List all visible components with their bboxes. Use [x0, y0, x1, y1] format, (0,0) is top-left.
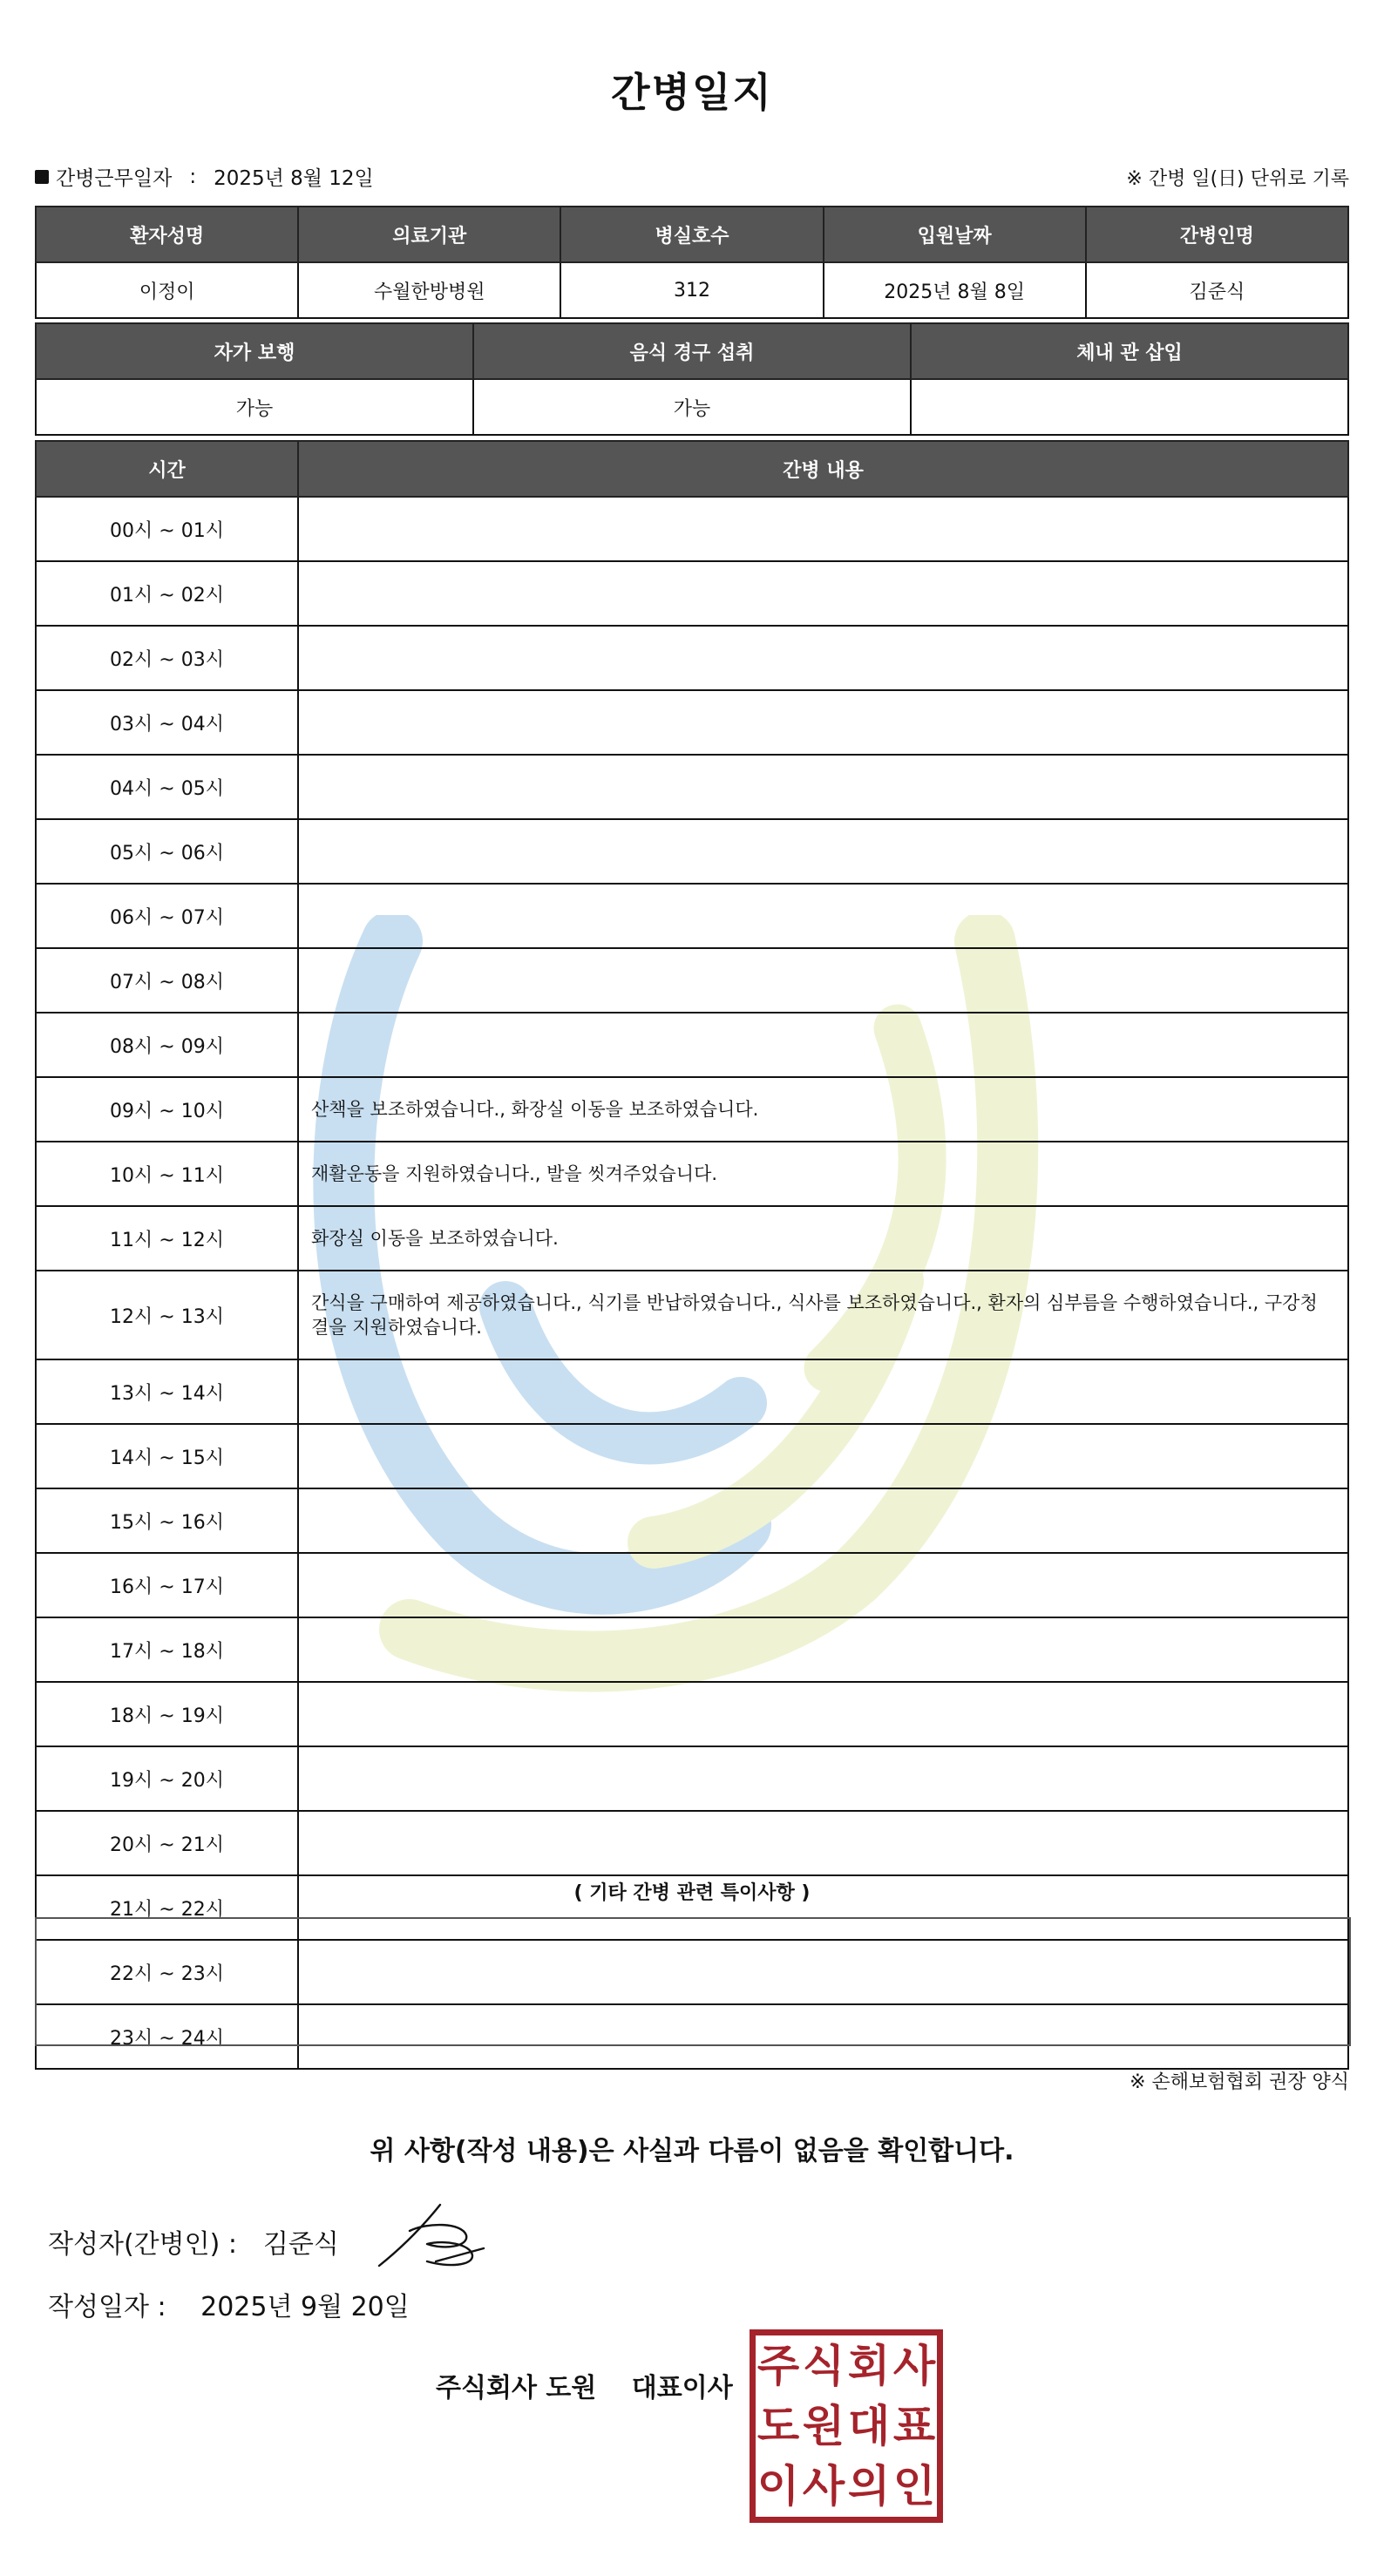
header-time: 시간: [36, 441, 298, 497]
log-row: [36, 626, 1348, 690]
seal-char: 도: [756, 2399, 800, 2451]
log-time: 00시 ~ 01시: [36, 497, 298, 561]
header-patient-name: 환자성명: [36, 207, 298, 262]
work-date-value: 2025년 8월 12일: [214, 167, 374, 190]
header-room-number: 병실호수: [560, 207, 823, 262]
log-content: [298, 1488, 1348, 1553]
log-row: [36, 755, 1348, 819]
log-content: [298, 1811, 1348, 1875]
log-row: [36, 1077, 1348, 1142]
log-content: [298, 819, 1348, 884]
log-row: [36, 1746, 1348, 1811]
log-header-row: [36, 441, 1348, 497]
hospital-name: 수월한방병원: [298, 262, 560, 318]
log-time: 13시 ~ 14시: [36, 1359, 298, 1424]
bullet-square-icon: [35, 170, 49, 184]
writer-label: 작성자(간병인) :: [48, 2229, 237, 2260]
log-content: [298, 1553, 1348, 1617]
write-date-line: [48, 2285, 410, 2323]
signature-icon: [375, 2196, 488, 2274]
patient-info-header-row: [36, 207, 1348, 262]
patient-name: 이정이: [36, 262, 298, 318]
work-date-label: 간병근무일자: [56, 167, 173, 190]
log-content: 재활운동을 지원하였습니다., 발을 씻겨주었습니다.: [298, 1142, 1348, 1206]
seal-char: 이: [756, 2460, 800, 2512]
log-content: 간식을 구매하여 제공하였습니다., 식기를 반납하였습니다., 식사를 보조하였습니다., 환자의 심부름을 수행하였습니다., 구강청결을 지원하였습니다.: [298, 1271, 1348, 1359]
log-time: 07시 ~ 08시: [36, 948, 298, 1013]
log-time: 21시 ~ 22시: [36, 1875, 298, 1940]
seal-char: 인: [892, 2460, 936, 2512]
work-date-separator: :: [189, 165, 197, 188]
header-self-walking: 자가 보행: [36, 323, 473, 379]
log-content: [298, 884, 1348, 948]
patient-status-value-row: [36, 379, 1348, 435]
log-time: 03시 ~ 04시: [36, 690, 298, 755]
log-time: 01시 ~ 02시: [36, 561, 298, 626]
log-row: [36, 1811, 1348, 1875]
log-time: 18시 ~ 19시: [36, 1682, 298, 1746]
log-content: [298, 1746, 1348, 1811]
seal-char: 원: [802, 2399, 845, 2451]
self-walking-value: 가능: [36, 379, 473, 435]
log-content: [298, 1424, 1348, 1488]
patient-status-header-row: [36, 323, 1348, 379]
log-time: 09시 ~ 10시: [36, 1077, 298, 1142]
header-admission-date: 입원날짜: [824, 207, 1086, 262]
log-content: [298, 1617, 1348, 1682]
log-content: 화장실 이동을 보조하였습니다.: [298, 1206, 1348, 1271]
log-row: [36, 1271, 1348, 1359]
log-row: [36, 1682, 1348, 1746]
writer-line: [48, 2222, 339, 2261]
log-row: [36, 819, 1348, 884]
log-row: [36, 1488, 1348, 1553]
recommended-form-note: ※ 손해보험협회 권장 양식: [1130, 2071, 1349, 2093]
log-time: 23시 ~ 24시: [36, 2004, 298, 2069]
log-row: [36, 497, 1348, 561]
special-notes-title: ( 기타 간병 관련 특이사항 ): [573, 1882, 811, 1904]
company-seal-stamp: [750, 2329, 943, 2523]
header-care-content: 간병 내용: [298, 441, 1348, 497]
seal-char: 사: [892, 2339, 936, 2391]
hourly-care-log-table: [35, 440, 1349, 2070]
writer-name: 김준식: [262, 2229, 339, 2260]
log-content: [298, 1359, 1348, 1424]
log-content: [298, 1013, 1348, 1077]
log-time: 08시 ~ 09시: [36, 1013, 298, 1077]
log-content: [298, 690, 1348, 755]
log-time: 05시 ~ 06시: [36, 819, 298, 884]
log-row: [36, 690, 1348, 755]
header-hospital: 의료기관: [298, 207, 560, 262]
seal-char: 표: [892, 2399, 936, 2451]
log-time: 10시 ~ 11시: [36, 1142, 298, 1206]
log-row: [36, 948, 1348, 1013]
company-name: 주식회사 도원: [436, 2373, 597, 2403]
tube-insertion-value: [911, 379, 1348, 435]
header-oral-intake: 음식 경구 섭취: [473, 323, 911, 379]
log-row: [36, 561, 1348, 626]
log-row: [36, 1013, 1348, 1077]
log-row: [36, 1553, 1348, 1617]
log-time: 22시 ~ 23시: [36, 1940, 298, 2004]
log-time: 20시 ~ 21시: [36, 1811, 298, 1875]
special-notes-box: [35, 1917, 1351, 2046]
log-body: [36, 497, 1348, 2069]
page-title: 간병일지: [611, 69, 773, 116]
log-row: [36, 1142, 1348, 1206]
write-date-label: 작성일자 :: [48, 2292, 166, 2322]
log-content: [298, 948, 1348, 1013]
log-time: 14시 ~ 15시: [36, 1424, 298, 1488]
seal-char: 사: [802, 2460, 845, 2512]
log-content: [298, 561, 1348, 626]
unit-note: ※ 간병 일(日) 단위로 기록: [1126, 168, 1349, 190]
seal-char: 회: [847, 2339, 891, 2391]
write-date-value: 2025년 9월 20일: [200, 2292, 410, 2322]
log-time: 16시 ~ 17시: [36, 1553, 298, 1617]
log-content: 산책을 보조하였습니다., 화장실 이동을 보조하였습니다.: [298, 1077, 1348, 1142]
log-row: [36, 1617, 1348, 1682]
log-content: [298, 626, 1348, 690]
log-time: 15시 ~ 16시: [36, 1488, 298, 1553]
patient-info-value-row: [36, 262, 1348, 318]
log-row: [36, 1359, 1348, 1424]
seal-char: 대: [847, 2399, 891, 2451]
work-date-line: [35, 162, 374, 191]
log-row: [36, 884, 1348, 948]
caregiver-name: 김준식: [1086, 262, 1348, 318]
oral-intake-value: 가능: [473, 379, 911, 435]
log-time: 17시 ~ 18시: [36, 1617, 298, 1682]
log-content: [298, 497, 1348, 561]
seal-char: 주: [756, 2339, 800, 2391]
log-time: 12시 ~ 13시: [36, 1271, 298, 1359]
patient-info-table: [35, 206, 1349, 319]
log-row: [36, 1206, 1348, 1271]
log-time: 11시 ~ 12시: [36, 1206, 298, 1271]
header-tube-insertion: 체내 관 삽입: [911, 323, 1348, 379]
company-line: [436, 2366, 733, 2404]
log-time: 06시 ~ 07시: [36, 884, 298, 948]
log-time: 04시 ~ 05시: [36, 755, 298, 819]
log-content: [298, 755, 1348, 819]
company-ceo-title: 대표이사: [631, 2373, 733, 2403]
log-time: 19시 ~ 20시: [36, 1746, 298, 1811]
room-number: 312: [560, 262, 823, 318]
admission-date: 2025년 8월 8일: [824, 262, 1086, 318]
patient-status-table: [35, 322, 1349, 436]
log-time: 02시 ~ 03시: [36, 626, 298, 690]
log-row: [36, 1424, 1348, 1488]
seal-char: 식: [802, 2339, 845, 2391]
header-caregiver-name: 간병인명: [1086, 207, 1348, 262]
confirmation-statement: 위 사항(작성 내용)은 사실과 다름이 없음을 확인합니다.: [370, 2136, 1014, 2166]
seal-char: 의: [847, 2460, 891, 2512]
log-content: [298, 1682, 1348, 1746]
